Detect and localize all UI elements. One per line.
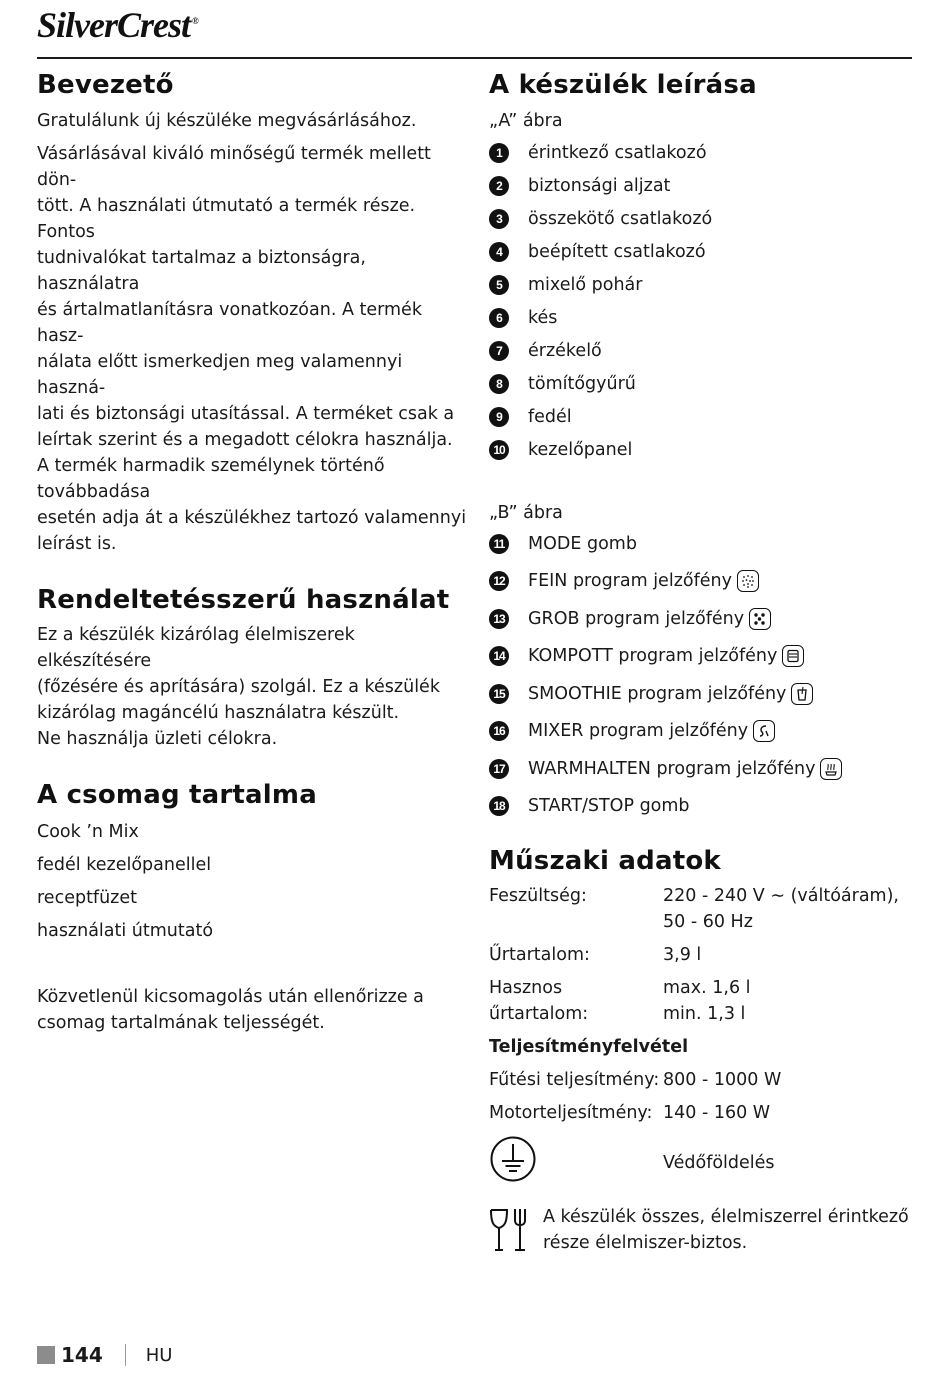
list-item bbox=[489, 750, 914, 788]
specs-table bbox=[489, 883, 914, 1262]
spec-value-line: max. 1,6 l bbox=[663, 978, 751, 998]
keep-warm-icon bbox=[820, 758, 842, 780]
list-item bbox=[489, 433, 914, 466]
list-item bbox=[489, 235, 914, 268]
item-label: kezelőpanel bbox=[528, 439, 633, 460]
list-item bbox=[489, 788, 914, 826]
page-number: 144 bbox=[61, 1343, 103, 1367]
usage-text bbox=[37, 622, 467, 752]
text-line: kizárólag magáncélú használatra készült. bbox=[37, 703, 400, 723]
list-item bbox=[489, 713, 914, 751]
text-line: Vásárlásával kiváló minőségű termék mellett dön- bbox=[37, 144, 431, 190]
spec-key: Hasznos űrtartalom: bbox=[489, 978, 589, 1024]
spec-value bbox=[663, 883, 899, 935]
number-badge: 13 bbox=[489, 609, 509, 629]
figure-a-label: „A” ábra bbox=[489, 111, 563, 131]
text-line: leírást is. bbox=[37, 534, 117, 554]
spec-key: Űrtartalom: bbox=[489, 945, 590, 965]
text-line: leírtak szerint és a megadott célokra használja. bbox=[37, 430, 453, 450]
smoothie-icon bbox=[791, 683, 813, 705]
list-item bbox=[489, 675, 914, 713]
item-label: érzékelő bbox=[528, 340, 602, 361]
page-footer bbox=[37, 1343, 172, 1367]
spec-value bbox=[663, 975, 751, 1027]
food-safe-icon bbox=[489, 1206, 533, 1254]
text-line: lati és biztonsági utasítással. A terméket csak a bbox=[37, 404, 455, 424]
brand-logo bbox=[37, 4, 198, 46]
food-safe-text bbox=[543, 1204, 909, 1256]
figure-b-label: „B” ábra bbox=[489, 503, 563, 523]
number-badge: 3 bbox=[489, 209, 509, 229]
text-line: csomag tartalmának teljességét. bbox=[37, 1013, 325, 1033]
header-rule bbox=[37, 57, 912, 59]
item-label: összekötő csatlakozó bbox=[528, 208, 713, 229]
brand-logo-text: SilverCrest bbox=[37, 5, 191, 45]
item-label: érintkező csatlakozó bbox=[528, 142, 707, 163]
item-label: FEIN program jelzőfény bbox=[528, 571, 732, 592]
package-item: fedél kezelőpanellel bbox=[37, 855, 212, 875]
intro-paragraph-2 bbox=[37, 141, 467, 557]
spec-value-line: min. 1,3 l bbox=[663, 1004, 746, 1024]
text-line: része élelmiszer-biztos. bbox=[543, 1233, 748, 1253]
coarse-dots-icon bbox=[749, 608, 771, 630]
footer-square bbox=[37, 1346, 55, 1364]
number-badge: 7 bbox=[489, 341, 509, 361]
text-line: Ne használja üzleti célokra. bbox=[37, 729, 278, 749]
number-badge: 16 bbox=[489, 721, 509, 741]
list-item bbox=[489, 334, 914, 367]
intro-title: Bevezető bbox=[37, 70, 174, 100]
figure-b-list bbox=[489, 525, 914, 825]
package-item: receptfüzet bbox=[37, 888, 138, 908]
spec-row-useful-volume bbox=[489, 975, 914, 1027]
spec-key: Feszültség: bbox=[489, 886, 587, 906]
left-column bbox=[37, 68, 467, 1036]
text-line: tött. A használati útmutató a termék része. Fontos bbox=[37, 196, 416, 242]
specs-title: Műszaki adatok bbox=[489, 846, 721, 876]
item-label: biztonsági aljzat bbox=[528, 175, 671, 196]
spec-value: 140 - 160 W bbox=[663, 1103, 771, 1123]
item-label: tömítőgyűrű bbox=[528, 373, 636, 394]
number-badge: 5 bbox=[489, 275, 509, 295]
description-title: A készülék leírása bbox=[489, 70, 757, 100]
number-badge: 6 bbox=[489, 308, 509, 328]
number-badge: 18 bbox=[489, 796, 509, 816]
list-item bbox=[489, 600, 914, 638]
number-badge: 11 bbox=[489, 534, 509, 554]
spec-key: Motorteljesítmény: bbox=[489, 1103, 653, 1123]
food-safe-symbol-cell bbox=[489, 1204, 543, 1262]
list-item bbox=[489, 400, 914, 433]
fine-dots-icon bbox=[737, 570, 759, 592]
item-label: SMOOTHIE program jelzőfény bbox=[528, 683, 787, 704]
usage-title: Rendeltetésszerű használat bbox=[37, 585, 450, 615]
item-label: WARMHALTEN program jelzőfény bbox=[528, 758, 816, 779]
spec-value-line: 220 - 240 V ∼ (váltóáram), bbox=[663, 886, 899, 906]
number-badge: 10 bbox=[489, 440, 509, 460]
item-label: mixelő pohár bbox=[528, 274, 643, 295]
ground-row bbox=[489, 1138, 914, 1188]
item-label: GROB program jelzőfény bbox=[528, 608, 745, 629]
right-column bbox=[489, 68, 914, 1262]
list-item bbox=[489, 169, 914, 202]
spec-row-voltage bbox=[489, 883, 914, 935]
item-label: MIXER program jelzőfény bbox=[528, 721, 749, 742]
package-item: Cook ’n Mix bbox=[37, 822, 139, 842]
item-label: KOMPOTT program jelzőfény bbox=[528, 646, 778, 667]
intro-paragraph-1: Gratulálunk új készüléke megvásárlásához. bbox=[37, 111, 417, 131]
package-title: A csomag tartalma bbox=[37, 780, 317, 810]
spec-row-motor bbox=[489, 1100, 914, 1126]
list-item bbox=[489, 202, 914, 235]
number-badge: 9 bbox=[489, 407, 509, 427]
ground-symbol-cell bbox=[489, 1135, 663, 1191]
text-line: Ez a készülék kizárólag élelmiszerek elkészítésére bbox=[37, 625, 355, 671]
registered-mark: ® bbox=[192, 16, 198, 26]
food-safe-row bbox=[489, 1204, 914, 1262]
spec-value: 3,9 l bbox=[663, 945, 702, 965]
list-item bbox=[489, 638, 914, 676]
item-label: beépített csatlakozó bbox=[528, 241, 706, 262]
number-badge: 12 bbox=[489, 571, 509, 591]
spec-row-heating bbox=[489, 1067, 914, 1093]
list-item bbox=[489, 301, 914, 334]
spec-key: Fűtési teljesítmény: bbox=[489, 1070, 660, 1090]
item-label: fedél bbox=[528, 406, 572, 427]
text-line: esetén adja át a készülékhez tartozó valamennyi bbox=[37, 508, 467, 528]
protective-earth-icon bbox=[489, 1135, 537, 1183]
package-item: használati útmutató bbox=[37, 921, 214, 941]
text-line: Közvetlenül kicsomagolás után ellenőrizze a bbox=[37, 987, 424, 1007]
list-item bbox=[489, 367, 914, 400]
list-item bbox=[489, 563, 914, 601]
list-item bbox=[489, 268, 914, 301]
text-line: és ártalmatlanításra vonatkozóan. A termék hasz- bbox=[37, 300, 422, 346]
footer-separator bbox=[125, 1344, 126, 1366]
spec-value-line: 50 - 60 Hz bbox=[663, 912, 753, 932]
item-label: kés bbox=[528, 307, 558, 328]
spec-power-title: Teljesítményfelvétel bbox=[489, 1037, 689, 1057]
ground-label: Védőföldelés bbox=[663, 1153, 775, 1173]
spec-value: 800 - 1000 W bbox=[663, 1070, 782, 1090]
number-badge: 15 bbox=[489, 684, 509, 704]
number-badge: 1 bbox=[489, 143, 509, 163]
language-code: HU bbox=[145, 1344, 173, 1366]
text-line: nálata előtt ismerkedjen meg valamennyi haszná- bbox=[37, 352, 403, 398]
figure-a-list bbox=[489, 136, 914, 466]
number-badge: 17 bbox=[489, 759, 509, 779]
number-badge: 2 bbox=[489, 176, 509, 196]
list-item bbox=[489, 525, 914, 563]
spec-row-volume bbox=[489, 942, 914, 968]
package-note bbox=[37, 984, 467, 1036]
number-badge: 8 bbox=[489, 374, 509, 394]
number-badge: 14 bbox=[489, 646, 509, 666]
text-line: A termék harmadik személynek történő továbbadása bbox=[37, 456, 385, 502]
item-label: START/STOP gomb bbox=[528, 796, 690, 817]
number-badge: 4 bbox=[489, 242, 509, 262]
compote-icon bbox=[782, 645, 804, 667]
text-line: A készülék összes, élelmiszerrel érintkező bbox=[543, 1207, 909, 1227]
text-line: tudnivalókat tartalmaz a biztonságra, használatra bbox=[37, 248, 366, 294]
package-list bbox=[37, 816, 467, 948]
mixer-icon bbox=[753, 720, 775, 742]
list-item bbox=[489, 136, 914, 169]
text-line: (főzésére és aprítására) szolgál. Ez a készülék bbox=[37, 677, 440, 697]
item-label: MODE gomb bbox=[528, 533, 637, 554]
